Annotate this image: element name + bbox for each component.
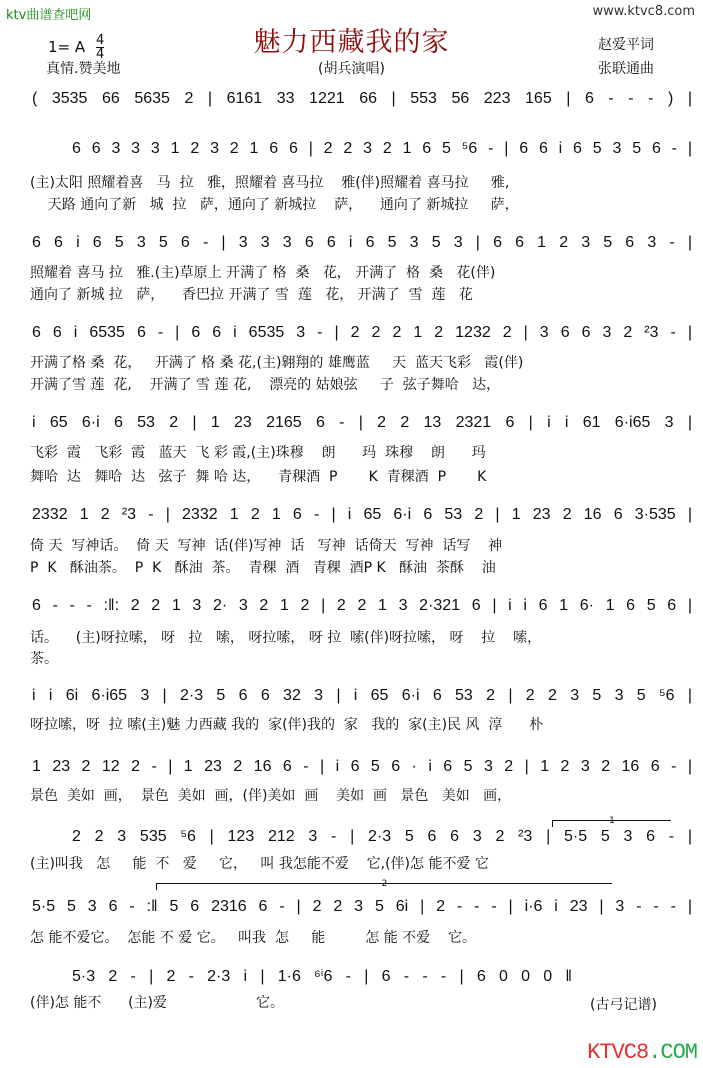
- lyric-line: 开满了格 桑 花， 开满了 格 桑 花,(主)翱翔的 雄鹰蓝 天 蓝天飞彩 霞(伴): [30, 355, 524, 371]
- expression-mark: 真情.赞美地: [46, 61, 121, 77]
- lyric-line: 照耀着 喜马 拉 雅.(主)草原上 开满了 格 桑 花， 开满了 格 桑 花(伴): [30, 265, 496, 281]
- lyric-line: 话。 (主)呀拉嗦， 呀 拉 嗦， 呀拉嗦， 呀 拉 嗦(伴)呀拉嗦， 呀 拉 嗦，: [30, 630, 542, 646]
- logo-part-a: KTVC8: [587, 1040, 649, 1065]
- transcriber-credit: (古弓记谱): [590, 997, 657, 1013]
- notation-line: 2 2 3 535 ⁵6 | 123 212 3 - | 2·3 5 6 6 3 2 ²3 | 5·5 5 3 6 - |: [72, 828, 692, 845]
- notation-line: 5·3 2 - | 2 - 2·3 i | 1·6 ⁶ⁱ6 - | 6 - - - | 6 0 0 0 ‖: [72, 968, 572, 985]
- volta-2-label: 2: [381, 879, 388, 889]
- notation-line: 1 23 2 12 2 - | 1 23 2 16 6 - | i 6 5 6 · i 6 5 3 2 | 1 2 3 2 16 6 - |: [32, 758, 692, 775]
- key: 1= A: [48, 38, 86, 56]
- lyric-line: 飞彩 霞 飞彩 霞 蓝天 飞 彩 霞,(主)珠穆 朗 玛 珠穆 朗 玛: [30, 445, 486, 461]
- ktvc8-logo: [587, 1040, 697, 1065]
- notation-line: 5·5 5 3 6 - :‖ 5 6 2316 6 - | 2 2 3 5 6i | 2 - - - | i·6 i 23 | 3 - - - |: [32, 898, 692, 915]
- lyric-line: 通向了 新城 拉 萨， 香巴拉 开满了 雪 莲 花， 开满了 雪 莲 花: [30, 287, 473, 303]
- notation-line: ( 3535 66 5635 2 | 6161 33 1221 66 | 553 56 223 165 | 6 - - - ) |: [32, 90, 692, 107]
- time-top: 4: [95, 33, 105, 48]
- lyric-line: 茶。: [30, 651, 58, 667]
- volta-2: [156, 879, 612, 890]
- lyric-line: 开满了雪 莲 花, 开满了 雪 莲 花, 漂亮的 姑娘弦 子 弦子舞哈 达，: [30, 377, 501, 393]
- lyric-line: (伴)怎 能不 (主)爱 它。: [30, 995, 285, 1011]
- lyric-line: 舞哈 达 舞哈 达 弦子 舞 哈 达， 青稞酒 P K 青稞酒 P K: [30, 469, 487, 485]
- lyricist: 赵爱平词: [598, 37, 654, 53]
- notation-line: 6 6 3 3 3 1 2 3 2 1 6 6 | 2 2 3 2 1 6 5 ⁵6 - | 6 6 i 6 5 3 5 6 - |: [72, 140, 692, 157]
- site-url: www.ktvc8.com: [592, 4, 695, 19]
- song-title: 魅力西藏我的家: [253, 27, 450, 58]
- notation-line: 6 6 i 6535 6 - | 6 6 i 6535 3 - | 2 2 2 1 2 1232 2 | 3 6 6 3 2 ²3 - |: [32, 324, 692, 341]
- key-signature: [48, 34, 104, 61]
- lyric-line: 景色 美如 画， 景色 美如 画，(伴)美如 画 美如 画 景色 美如 画，: [30, 788, 512, 804]
- logo-part-b: .COM: [648, 1040, 697, 1065]
- time-bottom: 4: [95, 47, 105, 62]
- time-signature: [96, 34, 104, 61]
- lyric-line: 怎 能不爱它。 怎能 不 爱 它。 叫我 怎 能 怎 能 不爱 它。: [30, 930, 476, 946]
- lyric-line: 天路 通向了新 城 拉 萨，通向了 新城拉 萨， 通向了 新城拉 萨，: [30, 197, 519, 213]
- lyric-line: 呀拉嗦，呀 拉 嗦(主)魅 力西藏 我的 家(伴)我的 家 我的 家(主)民 风 淳 朴: [30, 717, 544, 733]
- lyric-line: (主)叫我 怎 能 不 爱 它， 叫 我怎能不爱 它,(伴)怎 能不爱 它: [30, 856, 489, 872]
- volta-1: [552, 816, 671, 827]
- notation-line: 6 6 i 6 5 3 5 6 - | 3 3 3 6 6 i 6 5 3 5 3 | 6 6 1 2 3 5 6 3 - |: [32, 234, 692, 251]
- lyric-line: 倚 天 写神话。 倚 天 写神 话(伴)写神 话 写神 话倚天 写神 话写 神: [30, 538, 503, 554]
- notation-line: i 65 6·i 6 53 2 | 1 23 2165 6 - | 2 2 13 2321 6 | i i 61 6·i65 3 |: [32, 414, 692, 431]
- notation-line: 2332 1 2 ²3 - | 2332 1 2 1 6 - | i 65 6·i 6 53 2 | 1 23 2 16 6 3·535 |: [32, 506, 692, 523]
- site-name-left: ktv曲谱查吧网: [6, 8, 92, 23]
- notation-line: i i 6i 6·i65 3 | 2·3 5 6 6 32 3 | i 65 6·i 6 53 2 | 2 2 3 5 3 5 ⁵6 |: [32, 687, 692, 704]
- volta-1-label: 1: [609, 816, 615, 826]
- notation-line: 6 - - - :‖: 2 2 1 3 2· 3 2 1 2 | 2 2 1 3 2·321 6 | i i 6 1 6· 1 6 5 6 |: [32, 597, 692, 614]
- lyric-line: P K 酥油茶。 P K 酥油 茶。 青稞 酒 青稞 酒P K 酥油 茶酥 油: [30, 560, 496, 576]
- lyric-line: (主)太阳 照耀着喜 马 拉 雅，照耀着 喜马拉 雅(伴)照耀着 喜马拉 雅,: [30, 175, 510, 191]
- composer: 张联通曲: [598, 61, 654, 77]
- singer: (胡兵演唱): [318, 61, 385, 77]
